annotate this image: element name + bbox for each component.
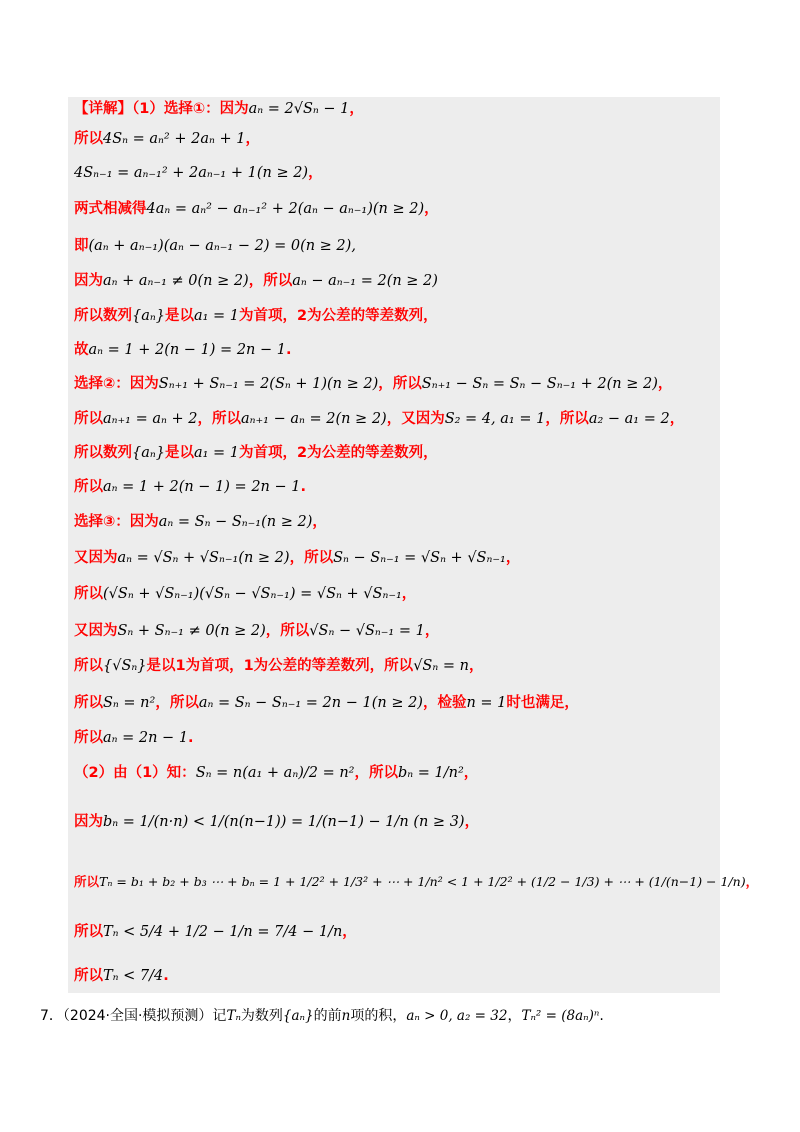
math-expression: Sₙ = n²: [103, 695, 156, 711]
text-segment: 因为: [74, 273, 103, 289]
solution-box: [68, 97, 720, 993]
math-expression: a₂ − a₁ = 2: [588, 411, 670, 427]
math-expression: aₙ = 1 + 2(n − 1) = 2n − 1: [103, 479, 301, 495]
solution-line: [74, 409, 684, 429]
solution-line: [74, 763, 478, 783]
solution-line: [74, 199, 439, 219]
math-expression: Tₙ² = (8aₙ)ⁿ: [521, 1008, 600, 1024]
text-segment: ，: [424, 201, 439, 217]
solution-line: [74, 621, 439, 641]
solution-line: [74, 236, 356, 256]
text-segment: 为数列: [240, 1008, 283, 1024]
math-expression: aₙ = 2n − 1: [103, 730, 189, 746]
math-expression: n = 1: [466, 695, 507, 711]
text-segment: 又因为: [74, 623, 118, 639]
math-expression: aₙ = 1 + 2(n − 1) = 2n − 1: [88, 342, 286, 358]
math-expression: Tₙ < 5/4 + 1/2 − 1/n = 7/4 − 1/n: [103, 924, 343, 940]
text-segment: 是以1为首项，1为公差的等差数列，所以: [146, 658, 414, 674]
text-segment: ，: [657, 376, 673, 392]
text-segment: 所以: [74, 968, 103, 984]
math-expression: Sₙ₊₁ + Sₙ₋₁ = 2(Sₙ + 1)(n ≥ 2): [158, 376, 379, 392]
math-expression: aₙ − aₙ₋₁ = 2(n ≥ 2): [292, 273, 438, 289]
text-segment: ，: [401, 586, 417, 602]
text-segment: ，: [342, 924, 357, 940]
math-expression: Tₙ < 7/4: [103, 968, 164, 984]
solution-line: [74, 340, 292, 360]
text-segment: 选择③：因为: [74, 514, 159, 530]
math-expression: {√Sₙ}: [103, 658, 147, 674]
text-segment: .: [599, 1008, 604, 1024]
solution-line: [74, 872, 758, 892]
math-expression: aₙ = √Sₙ + √Sₙ₋₁(n ≥ 2): [117, 550, 290, 566]
text-segment: 所以: [74, 695, 103, 711]
math-expression: aₙ₊₁ = aₙ + 2: [103, 411, 198, 427]
text-segment: ，: [464, 814, 480, 830]
text-segment: 所以: [74, 658, 103, 674]
solution-line: [74, 922, 357, 942]
text-segment: 7．（2024·全国·模拟预测）记: [40, 1008, 227, 1024]
text-segment: ，检验: [422, 695, 467, 711]
math-expression: S₂ = 4, a₁ = 1: [444, 411, 546, 427]
text-segment: 两式相减得: [74, 201, 147, 217]
text-segment: 所以数列: [74, 445, 132, 461]
math-expression: Tₙ = b₁ + b₂ + b₃ ⋯ + bₙ = 1 + 1/2² + 1/3² + ⋯ + 1/n² < 1 + 1/2² + (1/2 − 1/3) + ⋯ + (1/(n−1) − 1/n): [99, 874, 746, 889]
text-segment: 所以: [74, 131, 103, 147]
text-segment: 选择②：因为: [74, 376, 159, 392]
math-expression: (√Sₙ + √Sₙ₋₁)(√Sₙ − √Sₙ₋₁) = √Sₙ + √Sₙ₋₁: [103, 586, 402, 602]
math-expression: 4Sₙ = aₙ² + 2aₙ + 1: [103, 131, 246, 147]
text-segment: ，: [245, 131, 260, 147]
math-expression: Sₙ = n(a₁ + aₙ)/2 = n²: [195, 765, 355, 781]
math-expression: (aₙ + aₙ₋₁)(aₙ − aₙ₋₁ − 2) = 0(n ≥ 2),: [88, 238, 356, 254]
solution-line: [74, 656, 483, 676]
math-expression: Sₙ − Sₙ₋₁ = √Sₙ + √Sₙ₋₁: [333, 550, 506, 566]
solution-line: [74, 306, 438, 326]
math-expression: {aₙ}: [132, 308, 165, 324]
text-segment: .: [300, 479, 306, 495]
text-segment: .: [163, 968, 169, 984]
text-segment: 所以: [74, 730, 103, 746]
math-expression: bₙ = 1/n²: [398, 765, 464, 781]
text-segment: ，又因为: [386, 411, 445, 427]
text-segment: 所以: [74, 924, 103, 940]
solution-line: [74, 512, 327, 532]
math-expression: {aₙ}: [282, 1008, 314, 1024]
text-segment: 是以: [164, 308, 194, 324]
math-expression: bₙ = 1/(n·n) < 1/(n(n−1)) = 1/(n−1) − 1/n (n ≥ 3): [103, 814, 465, 830]
math-expression: aₙ = 2√Sₙ − 1: [248, 101, 350, 117]
math-expression: Sₙ + Sₙ₋₁ ≠ 0(n ≥ 2): [117, 623, 266, 639]
text-segment: 项的积，: [350, 1008, 407, 1024]
text-segment: ，所以: [248, 273, 293, 289]
math-expression: aₙ₊₁ − aₙ = 2(n ≥ 2): [240, 411, 387, 427]
math-expression: aₙ = Sₙ − Sₙ₋₁(n ≥ 2): [158, 514, 313, 530]
text-segment: ，所以: [545, 411, 589, 427]
math-expression: 4Sₙ₋₁ = aₙ₋₁² + 2aₙ₋₁ + 1(n ≥ 2): [74, 165, 309, 181]
solution-line: [74, 374, 672, 394]
math-expression: aₙ = Sₙ − Sₙ₋₁ = 2n − 1(n ≥ 2): [198, 695, 423, 711]
solution-line: [74, 693, 579, 713]
math-expression: Sₙ₊₁ − Sₙ = Sₙ − Sₙ₋₁ + 2(n ≥ 2): [421, 376, 658, 392]
solution-line: [74, 728, 194, 748]
math-expression: a₁ = 1: [193, 308, 240, 324]
text-segment: 又因为: [74, 550, 118, 566]
text-segment: ，: [312, 514, 327, 530]
text-segment: ，所以: [354, 765, 398, 781]
text-segment: ，所以: [378, 376, 422, 392]
text-segment: ，: [669, 411, 685, 427]
math-expression: √Sₙ = n: [413, 658, 469, 674]
text-segment: ，: [308, 165, 323, 181]
text-segment: 所以: [74, 411, 103, 427]
text-segment: ，所以: [265, 623, 310, 639]
text-segment: ，所以: [289, 550, 334, 566]
solution-line: [74, 129, 260, 149]
math-expression: aₙ > 0, a₂ = 32: [406, 1008, 508, 1024]
math-expression: 4aₙ = aₙ² − aₙ₋₁² + 2(aₙ − aₙ₋₁)(n ≥ 2): [146, 201, 425, 217]
solution-line: [74, 99, 364, 119]
text-segment: .: [188, 730, 194, 746]
solution-line: [74, 163, 323, 183]
text-segment: 所以: [74, 586, 103, 602]
text-segment: ，: [349, 101, 364, 117]
text-segment: ，所以: [197, 411, 241, 427]
math-expression: a₁ = 1: [193, 445, 240, 461]
text-segment: ，: [424, 623, 440, 639]
solution-line: [74, 271, 438, 291]
text-segment: 为首项，2为公差的等差数列，: [239, 308, 438, 324]
math-expression: aₙ + aₙ₋₁ ≠ 0(n ≥ 2): [103, 273, 249, 289]
text-segment: ，: [468, 658, 484, 674]
text-segment: 的前: [313, 1008, 342, 1024]
text-segment: 所以: [74, 479, 103, 495]
text-segment: .: [285, 342, 292, 358]
math-expression: √Sₙ − √Sₙ₋₁ = 1: [309, 623, 425, 639]
text-segment: ，所以: [155, 695, 199, 711]
text-segment: ，: [507, 1008, 522, 1024]
text-segment: 所以数列: [74, 308, 132, 324]
text-segment: ，: [463, 765, 479, 781]
solution-line: [74, 584, 416, 604]
solution-line: [74, 812, 479, 832]
text-segment: 所以: [74, 874, 100, 889]
math-expression: Tₙ: [226, 1008, 241, 1024]
text-segment: ，: [505, 550, 521, 566]
text-segment: 因为: [74, 814, 103, 830]
math-expression: n: [341, 1008, 351, 1024]
text-segment: ，: [745, 874, 759, 889]
text-segment: （2）由（1）知：: [74, 765, 196, 781]
text-segment: 故: [74, 342, 89, 358]
solution-line: [74, 548, 520, 568]
text-segment: 是以: [164, 445, 194, 461]
text-segment: 为首项，2为公差的等差数列，: [239, 445, 438, 461]
solution-line: [74, 966, 169, 986]
text-segment: 即: [74, 238, 89, 254]
solution-line: [74, 443, 438, 463]
question-7: [40, 1006, 604, 1026]
text-segment: 时也满足，: [506, 695, 579, 711]
text-segment: 【详解】（1）选择①：因为: [74, 101, 249, 117]
math-expression: {aₙ}: [132, 445, 165, 461]
solution-line: [74, 477, 306, 497]
